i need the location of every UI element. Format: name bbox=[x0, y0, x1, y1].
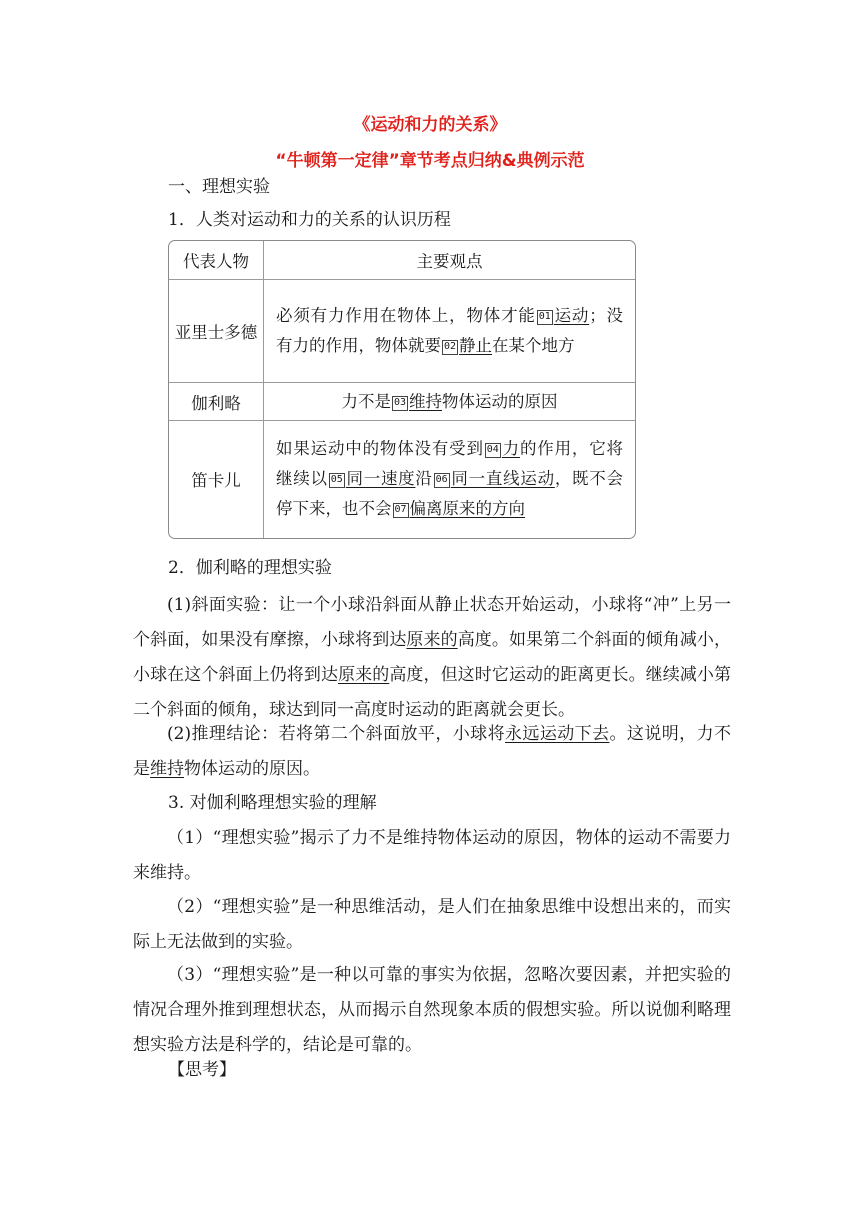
text-span: ，既不会停下来，也不会 bbox=[276, 469, 624, 519]
blank-number: 06 bbox=[434, 473, 450, 488]
text-span: ；没有力的作用，物体就要 bbox=[276, 306, 624, 356]
blank-number: 05 bbox=[329, 473, 345, 488]
text-span: 沿 bbox=[415, 469, 433, 489]
person-cell: 伽利略 bbox=[169, 383, 264, 420]
viewpoint-cell bbox=[264, 383, 636, 420]
blank-number: 04 bbox=[485, 443, 501, 458]
paragraph-conclusion bbox=[133, 717, 731, 787]
think-heading: 【思考】 bbox=[168, 1060, 236, 1080]
history-table bbox=[168, 240, 636, 539]
answer-text: 静止 bbox=[459, 336, 493, 356]
text-span: 力不是 bbox=[341, 391, 391, 411]
answer-text: 力 bbox=[501, 439, 520, 459]
underlined-text: 原来的 bbox=[338, 665, 390, 685]
text-span: 的作用，它将继续以 bbox=[276, 439, 624, 489]
blank-number: 01 bbox=[537, 310, 553, 325]
answer-text: 维持 bbox=[409, 391, 443, 411]
answer-text: 同一速度 bbox=[345, 469, 416, 489]
text-span: 必须有力作用在物体上，物体才能 bbox=[276, 306, 536, 326]
underlined-text: 永远运动下去 bbox=[505, 724, 610, 744]
doc-subtitle: “牛顿第一定律”章节考点归纳&典例示范 bbox=[275, 151, 585, 171]
table-row bbox=[169, 279, 635, 383]
doc-title: 《运动和力的关系》 bbox=[353, 115, 507, 135]
table-row bbox=[169, 420, 635, 538]
item-heading-3: 3. 对伽利略理想实验的理解 bbox=[168, 793, 377, 813]
underlined-text: 维持 bbox=[150, 759, 184, 779]
blank-number: 03 bbox=[392, 396, 408, 411]
item-heading-2: 2．伽利略的理想实验 bbox=[168, 558, 332, 578]
table-row bbox=[169, 383, 635, 420]
paragraph-understanding-3: （3）“理想实验”是一种以可靠的事实为依据，忽略次要因素，并把实验的情况合理外推到理想状态，从而揭示自然现象本质的假想实验。所以说伽利略理想实验方法是科学的，结论是可靠的。 bbox=[133, 965, 731, 1055]
person-cell: 笛卡儿 bbox=[169, 420, 264, 538]
text-span: 如果运动中的物体没有受到 bbox=[276, 439, 484, 459]
viewpoint-cell bbox=[264, 279, 636, 383]
text-span: 在某个地方 bbox=[492, 336, 575, 356]
table-header-row bbox=[169, 241, 635, 279]
answer-text: 偏离原来的方向 bbox=[409, 499, 526, 519]
text-span: (1)斜面实验：让一个小球沿斜面从静止状态开始运动，小球将“冲”上另一个斜面，如果没有摩擦，小球将到达 bbox=[133, 595, 731, 650]
blank-number: 02 bbox=[442, 340, 458, 355]
underlined-text: 原来的 bbox=[406, 630, 458, 650]
section-heading: 一、理想实验 bbox=[168, 177, 270, 197]
header-person: 代表人物 bbox=[169, 241, 264, 279]
person-cell: 亚里士多德 bbox=[169, 279, 264, 383]
text-span: 高度，但这时它运动的距离更长。继续减小第二个斜面的倾角，球达到同一高度时运动的距离就会更长。 bbox=[133, 665, 732, 720]
text-span: 物体运动的原因。 bbox=[184, 759, 320, 779]
viewpoint-cell bbox=[264, 420, 636, 538]
paragraph-understanding-1: （1）“理想实验”揭示了力不是维持物体运动的原因，物体的运动不需要力来维持。 bbox=[133, 828, 731, 883]
header-viewpoint: 主要观点 bbox=[264, 241, 636, 279]
paragraph-understanding-2: （2）“理想实验”是一种思维活动，是人们在抽象思维中设想出来的，而实际上无法做到的实验。 bbox=[133, 897, 731, 952]
answer-text: 同一直线运动 bbox=[450, 469, 555, 489]
text-span: (2)推理结论：若将第二个斜面放平，小球将 bbox=[167, 724, 505, 744]
blank-number: 07 bbox=[393, 503, 409, 518]
answer-text: 运动 bbox=[553, 306, 590, 326]
paragraph-incline-experiment bbox=[133, 588, 731, 728]
text-span: 。这说明，力不是 bbox=[133, 724, 731, 779]
text-span: 高度。如果第二个斜面的倾角减小，小球在这个斜面上仍将到达 bbox=[133, 630, 732, 685]
text-span: 物体运动的原因 bbox=[442, 391, 558, 411]
item-heading-1: 1．人类对运动和力的关系的认识历程 bbox=[168, 210, 451, 230]
